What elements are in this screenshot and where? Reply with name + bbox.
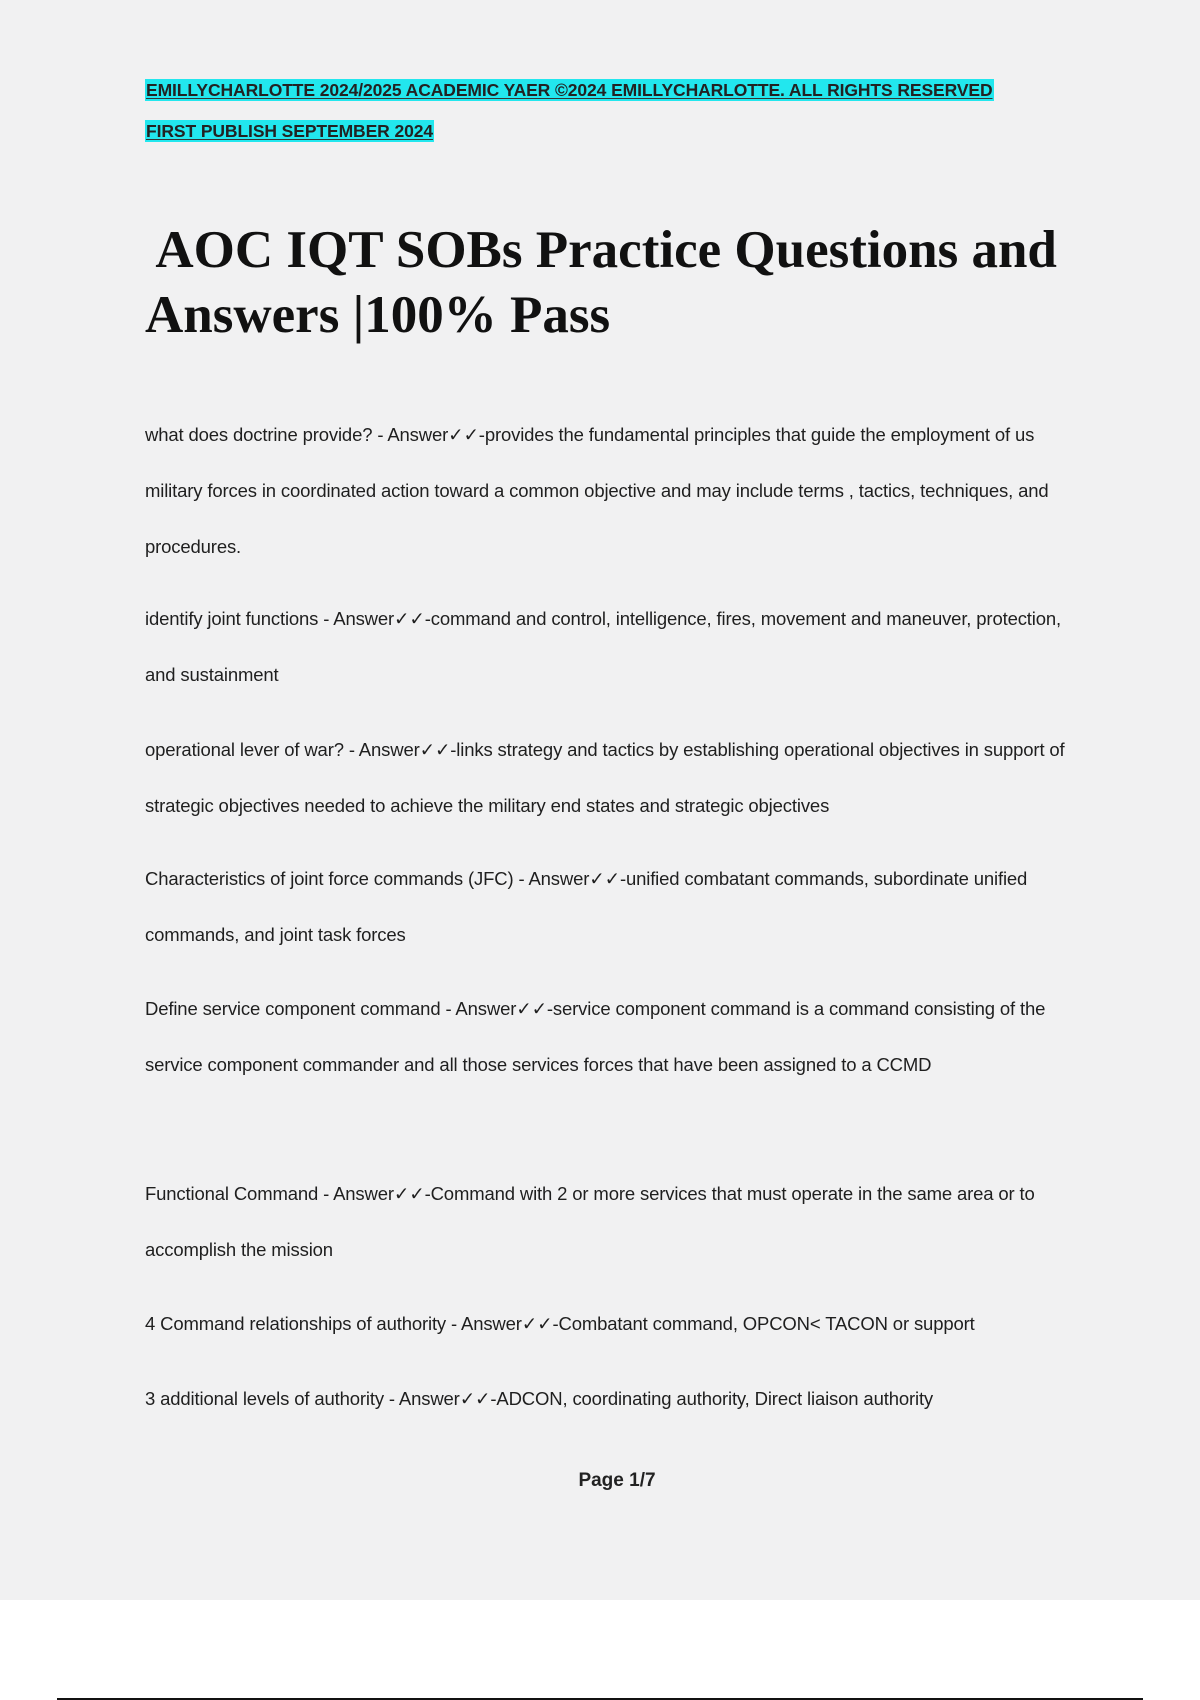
title-line-1: AOC IQT SOBs Practice Questions and bbox=[145, 221, 1057, 279]
qa-item-command-relationships: 4 Command relationships of authority - Answer✓✓-Combatant command, OPCON< TACON or support bbox=[145, 1313, 975, 1334]
copyright-line: EMILLYCHARLOTTE 2024/2025 ACADEMIC YAER ©2024 EMILLYCHARLOTTE. ALL RIGHTS RESERVED bbox=[146, 80, 993, 100]
qa-item-operational-level: operational lever of war? - Answer✓✓-links strategy and tactics by establishing operational objectives in support of strategic objectives needed to achieve the military end states and strategic objectives bbox=[145, 739, 1065, 816]
qa-item-joint-functions: identify joint functions - Answer✓✓-command and control, intelligence, fires, movement and maneuver, protection, and sustainment bbox=[145, 608, 1062, 685]
qa-item-doctrine: what does doctrine provide? - Answer✓✓-provides the fundamental principles that guide the employment of us military forces in coordinated action toward a common objective and may include terms , tactics, techniques, and procedures. bbox=[145, 424, 1049, 557]
publish-date-line: FIRST PUBLISH SEPTEMBER 2024 bbox=[146, 121, 433, 141]
qa-item-functional-command: Functional Command - Answer✓✓-Command with 2 or more services that must operate in the same area or to accomplish the mission bbox=[145, 1183, 1035, 1260]
qa-item-jfc-characteristics: Characteristics of joint force commands (JFC) - Answer✓✓-unified combatant commands, subordinate unified commands, and joint task forces bbox=[145, 868, 1028, 945]
page-number: Page 1/7 bbox=[578, 1470, 656, 1491]
document-title bbox=[145, 218, 1105, 348]
qa-item-service-component-command: Define service component command - Answer✓✓-service component command is a command consisting of the service component commander and all those services forces that have been assigned to a CCMD bbox=[145, 998, 1046, 1075]
title-line-2: Answers |100% Pass bbox=[145, 286, 611, 344]
copyright-header bbox=[145, 70, 1045, 152]
qa-item-additional-authority: 3 additional levels of authority - Answer✓✓-ADCON, coordinating authority, Direct liaison authority bbox=[145, 1388, 934, 1409]
